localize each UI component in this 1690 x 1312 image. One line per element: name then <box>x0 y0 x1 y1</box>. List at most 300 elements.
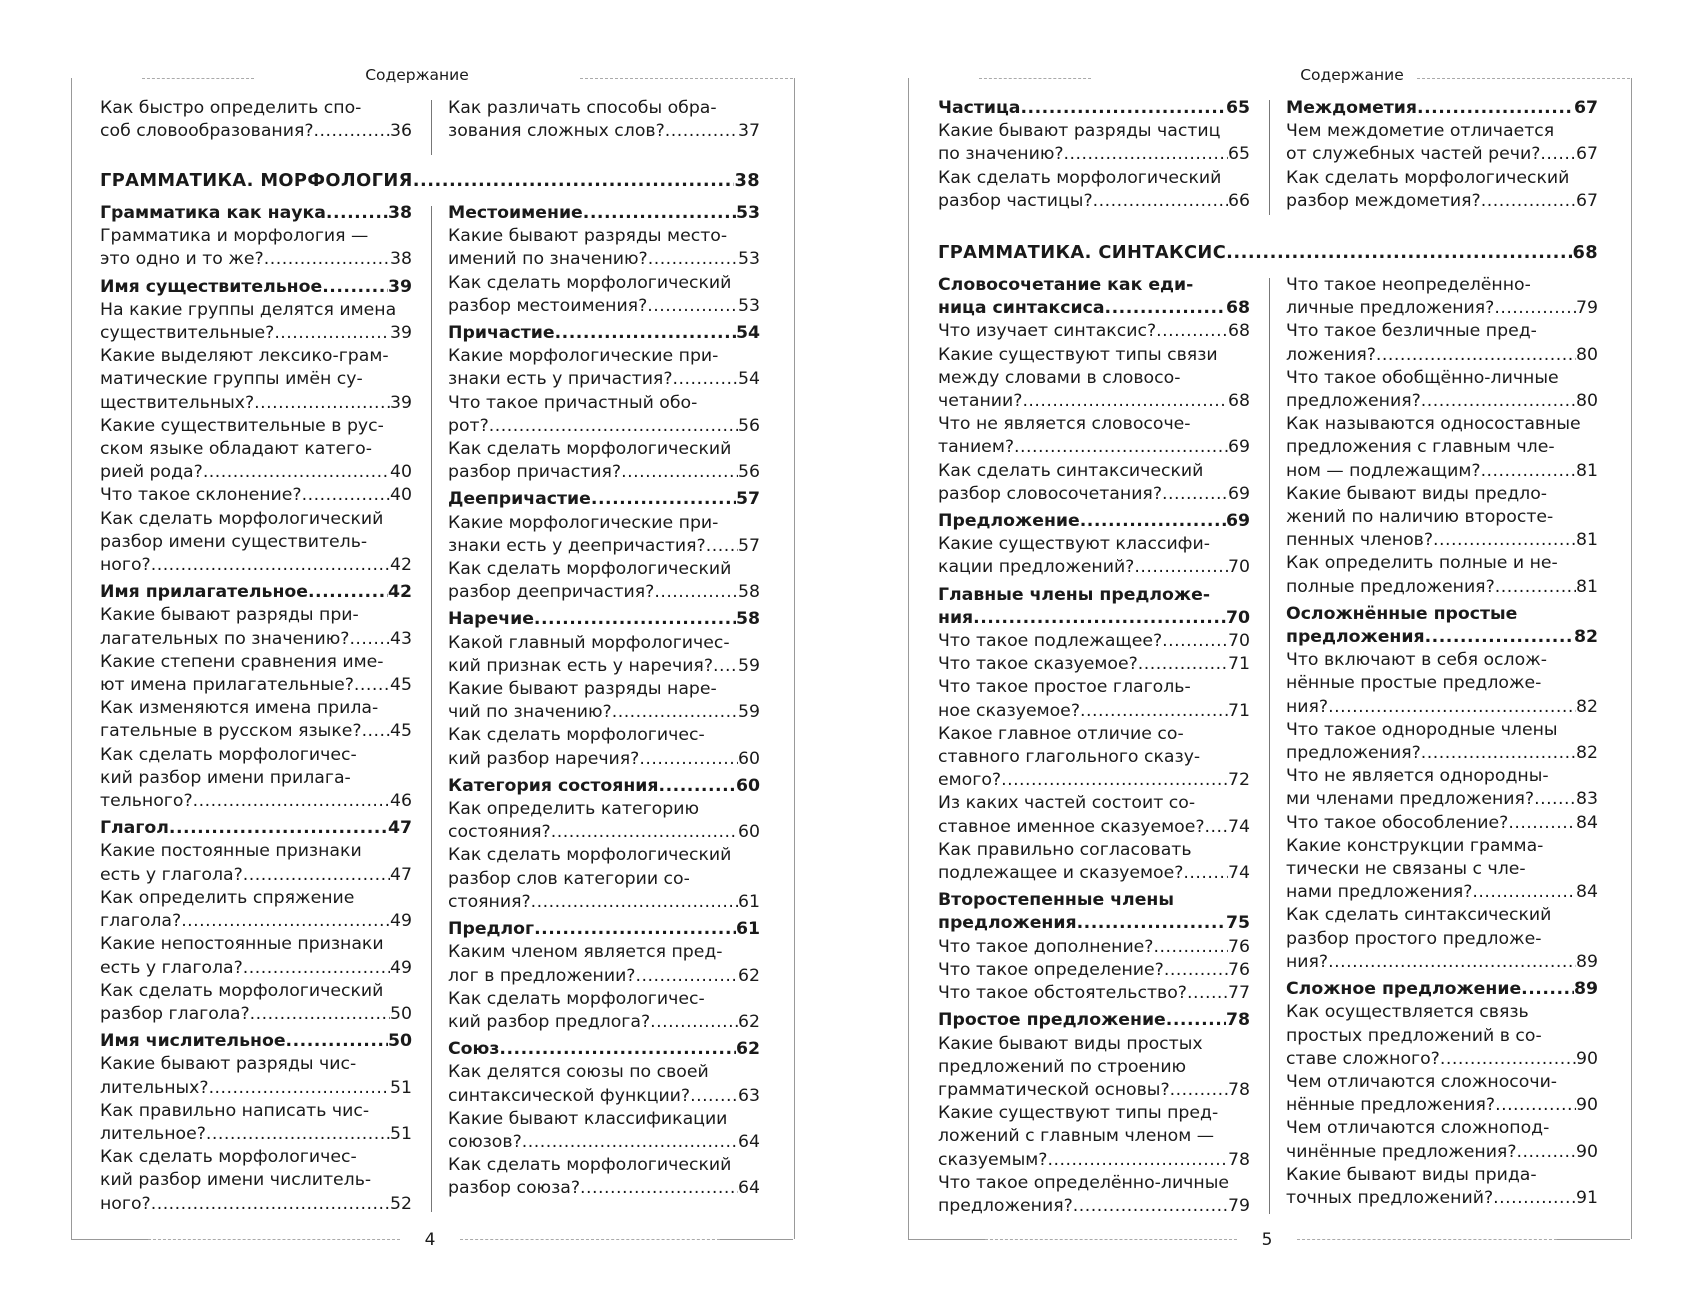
toc-entry <box>448 438 760 484</box>
toc-page-number: 80 <box>1576 391 1598 412</box>
toc-entry-text: Какие существуют типы связи <box>938 344 1218 365</box>
toc-entry-text: существительные? <box>100 323 275 344</box>
leader-dots <box>254 392 390 415</box>
column-divider <box>1269 278 1270 1214</box>
toc-entry <box>448 632 760 678</box>
toc-page-number: 56 <box>738 462 760 483</box>
leader-dots <box>1138 653 1228 676</box>
leader-dots <box>243 957 390 980</box>
toc-section-heading <box>938 584 1250 630</box>
toc-entry-text: предложения? <box>1286 743 1421 764</box>
toc-entry-text: Как сделать морфологический <box>448 439 732 460</box>
leader-dots <box>1433 529 1576 552</box>
toc-entry-text: Как изменяются имена прила- <box>100 698 379 719</box>
leader-dots <box>1022 390 1228 413</box>
leader-dots <box>1080 510 1226 533</box>
toc-entry-text: Что такое неопределённо- <box>1286 275 1531 295</box>
toc-page-number: 75 <box>1225 913 1250 934</box>
toc-entry <box>1286 167 1598 213</box>
toc-page-number: 51 <box>390 1077 412 1098</box>
toc-page-number: 72 <box>1228 770 1250 791</box>
toc-entry <box>448 1108 760 1154</box>
toc-entry-text: Что изучает синтаксис? <box>938 321 1157 342</box>
toc-entry <box>448 392 760 438</box>
toc-page-number: 91 <box>1576 1187 1598 1208</box>
toc-page-number: 66 <box>1228 190 1250 211</box>
toc-entry-text: кации предложений? <box>938 557 1135 578</box>
leader-dots <box>1421 390 1576 413</box>
leader-dots <box>314 120 390 143</box>
toc-page-number: 90 <box>1576 1095 1598 1116</box>
leader-dots <box>499 1038 736 1061</box>
toc-entry <box>100 415 412 485</box>
toc-entry <box>448 798 760 844</box>
toc-entry-text: Причастие <box>448 323 555 344</box>
toc-page-number: 49 <box>390 911 412 932</box>
toc-entry-text: Что такое обобщённо-личные <box>1286 367 1559 388</box>
toc-page-number: 82 <box>1573 627 1598 648</box>
toc-entry-text: Каким членом является пред- <box>448 942 723 963</box>
toc-entry-text: Какие морфологические при- <box>448 346 719 367</box>
toc-entry-text: рией рода? <box>100 462 203 483</box>
toc-page-number: 76 <box>1228 959 1250 980</box>
toc-entry-text: Как правильно согласовать <box>938 839 1192 860</box>
toc-page-number: 79 <box>1576 298 1598 319</box>
toc-page-number: 77 <box>1228 983 1250 1004</box>
toc-page-number: 54 <box>735 323 760 344</box>
toc-entry-text: Простое предложение <box>938 1010 1166 1031</box>
toc-entry-text: Какие существуют классифи- <box>938 534 1210 555</box>
toc-page-number: 50 <box>387 1031 412 1052</box>
toc-entry-text: Имя числительное <box>100 1031 286 1052</box>
toc-entry-text: разбор союза? <box>448 1178 581 1199</box>
toc-page-number: 69 <box>1225 511 1250 532</box>
toc-entry-text: Из каких частей состоит со- <box>938 793 1196 814</box>
toc-entry <box>448 272 760 318</box>
toc-entry <box>100 651 412 697</box>
leader-dots <box>1105 297 1226 320</box>
toc-entry <box>448 844 760 914</box>
toc-entry-text: четании? <box>938 391 1023 412</box>
leader-dots <box>1080 700 1228 723</box>
leader-dots <box>555 322 736 345</box>
toc-page-number: 54 <box>738 369 760 390</box>
toc-entry-text: Как делятся союзы по своей <box>448 1062 709 1083</box>
toc-entry <box>100 697 412 743</box>
toc-page-number: 59 <box>738 655 760 676</box>
leader-dots <box>250 1003 390 1026</box>
toc-entry-text: кий разбор наречия? <box>448 748 640 769</box>
toc-entry-text: Что не является словосоче- <box>938 414 1191 435</box>
toc-entry-text: Что такое склонение? <box>100 485 302 506</box>
toc-page-number: 81 <box>1576 530 1598 551</box>
toc-page-number: 42 <box>387 582 412 603</box>
toc-entry-text: предложения? <box>938 1195 1073 1216</box>
toc-entry-text: Как сделать морфологический <box>1286 167 1570 188</box>
toc-entry-text: глагола? <box>100 911 182 932</box>
toc-entry <box>1286 1001 1598 1071</box>
leader-dots <box>1001 769 1228 792</box>
leader-dots <box>639 748 738 771</box>
toc-entry-text: ставе сложного? <box>1286 1048 1440 1069</box>
toc-entry-text: ском языке обладают катего- <box>100 439 372 460</box>
header-rule <box>979 78 1091 79</box>
toc-entry <box>938 630 1250 653</box>
toc-entry-text: Какие существуют типы пред- <box>938 1103 1219 1124</box>
toc-entry <box>938 320 1250 343</box>
toc-page-number: 42 <box>390 555 412 576</box>
leader-dots <box>647 295 738 318</box>
toc-page-number: 69 <box>1228 437 1250 458</box>
leader-dots <box>1073 1195 1228 1218</box>
toc-page-number: 51 <box>390 1123 412 1144</box>
toc-entry-text: Что такое определение? <box>938 959 1164 980</box>
toc-entry-text: Какие бывают разряды наре- <box>448 679 717 700</box>
toc-entry-text: Какие бывают классификации <box>448 1108 728 1129</box>
toc-entry <box>938 792 1250 838</box>
toc-section-heading <box>100 817 412 840</box>
toc-page-number: 45 <box>390 721 412 742</box>
toc-entry-text: знаки есть у причастия? <box>448 369 673 390</box>
toc-section-heading <box>448 918 760 941</box>
toc-entry-text: разбор деепричастия? <box>448 582 655 603</box>
toc-entry-text: между словами в словосо- <box>938 367 1181 388</box>
toc-entry <box>938 723 1250 793</box>
toc-entry-text: кий признак есть у наречия? <box>448 655 713 676</box>
leader-dots <box>1495 576 1576 599</box>
toc-entry-text: разбор глагола? <box>100 1003 250 1024</box>
toc-entry <box>448 941 760 987</box>
toc-entry-text: Какое главное отличие со- <box>938 723 1184 744</box>
toc-entry-text: На какие группы делятся имена <box>100 299 397 320</box>
leader-dots <box>1162 630 1228 653</box>
toc-entry <box>1286 812 1598 835</box>
toc-entry-text: Какие выделяют лексико-грам- <box>100 346 389 367</box>
toc-entry <box>448 345 760 391</box>
toc-entry-text: ния <box>938 607 974 628</box>
leader-dots <box>1187 982 1228 1005</box>
leader-dots <box>354 674 390 697</box>
toc-entry-text: Как определить категорию <box>448 799 699 820</box>
toc-entry-text: сказуемым? <box>938 1149 1048 1170</box>
toc-entry-text: Как осуществляется связь <box>1286 1002 1529 1023</box>
toc-page-number: 53 <box>735 203 760 223</box>
leader-dots <box>326 202 388 225</box>
toc-entry-text: ложения? <box>1286 344 1376 365</box>
toc-page-number: 50 <box>390 1003 412 1024</box>
toc-page-number: 62 <box>738 965 760 986</box>
toc-entry-text: тельного? <box>100 791 193 812</box>
toc-page-number: 37 <box>738 121 760 142</box>
toc-entry-text: Что такое безличные пред- <box>1286 321 1537 342</box>
toc-page-number: 47 <box>387 818 412 839</box>
toc-entry-text: Как сделать морфологический <box>448 559 732 580</box>
toc-entry <box>938 982 1250 1005</box>
toc-section-heading <box>448 488 760 511</box>
toc-page-number: 64 <box>738 1131 760 1152</box>
toc-entry-text: по значению? <box>938 144 1064 165</box>
leader-dots <box>349 628 390 651</box>
toc-entry <box>448 988 760 1034</box>
toc-entry-text: ми членами предложения? <box>1286 789 1535 810</box>
leader-dots <box>1472 881 1576 904</box>
leader-dots <box>973 607 1226 630</box>
toc-entry-text: предложения с главным чле- <box>1286 437 1555 458</box>
toc-page-number: 84 <box>1576 882 1598 903</box>
toc-entry-text: Какие бывают разряды при- <box>100 605 359 626</box>
toc-entry-text: Как правильно написать чис- <box>100 1100 370 1121</box>
page-header-title: Содержание <box>1300 66 1404 84</box>
toc-page-number: 61 <box>738 891 760 912</box>
toc-page-number: 65 <box>1228 144 1250 165</box>
toc-page-number: 74 <box>1228 863 1250 884</box>
toc-page-number: 82 <box>1576 743 1598 764</box>
leader-dots <box>621 461 738 484</box>
toc-entry <box>1286 765 1598 811</box>
toc-entry-text: Какие бывают виды простых <box>938 1033 1203 1054</box>
column-divider <box>431 206 432 1212</box>
leader-dots <box>706 535 738 558</box>
toc-page-number: 57 <box>735 489 760 510</box>
toc-page-number: 78 <box>1228 1079 1250 1100</box>
toc-entry-text: имений по значению? <box>448 249 648 270</box>
toc-entry-text: Как сделать морфологичес- <box>100 744 357 765</box>
toc-entry-text: Предлог <box>448 919 535 940</box>
toc-entry-text: кий разбор имени числитель- <box>100 1170 372 1191</box>
toc-entry-text: Второстепенные члены <box>938 890 1174 911</box>
chapter-title: ГРАММАТИКА. МОРФОЛОГИЯ <box>100 170 413 191</box>
toc-entry-text: Как называются односоставные <box>1286 414 1581 435</box>
toc-page-number: 58 <box>735 609 760 630</box>
toc-column <box>448 97 760 143</box>
toc-entry-text: лагательных по значению? <box>100 628 350 649</box>
toc-entry-text: Какие степени сравнения име- <box>100 651 384 672</box>
toc-entry-text: Наречие <box>448 609 534 630</box>
toc-entry-text: Что такое обстоятельство? <box>938 983 1187 1004</box>
toc-page-number: 40 <box>390 485 412 506</box>
toc-page-number: 78 <box>1228 1149 1250 1170</box>
toc-page-number: 52 <box>390 1193 412 1214</box>
toc-entry-text: Как сделать морфологический <box>100 508 384 529</box>
toc-entry-text: Что не является однородны- <box>1286 766 1549 787</box>
toc-page-number: 40 <box>390 462 412 483</box>
toc-entry <box>100 1053 412 1099</box>
leader-dots <box>1328 696 1576 719</box>
leader-dots <box>243 864 390 887</box>
right-page <box>845 0 1690 1312</box>
toc-page-number: 62 <box>735 1039 760 1060</box>
toc-entry <box>1286 552 1598 598</box>
toc-entry-text: Что такое подлежащее? <box>938 631 1163 652</box>
toc-entry <box>100 744 412 814</box>
toc-page-number: 61 <box>735 919 760 940</box>
leader-dots <box>1156 320 1228 343</box>
toc-entry-text: Какие бывают разряды место- <box>448 226 728 247</box>
toc-page-number: 69 <box>1228 483 1250 504</box>
toc-page-number: 49 <box>390 957 412 978</box>
toc-page-number: 39 <box>387 276 412 297</box>
toc-entry-text: Как сделать морфологический <box>448 1155 732 1176</box>
toc-entry-text: гательные в русском языке? <box>100 721 362 742</box>
leader-dots <box>362 720 390 743</box>
toc-entry-text: предложения <box>1286 627 1425 648</box>
leader-dots <box>1014 436 1228 459</box>
toc-entry-text: тически не связаны с чле- <box>1286 859 1526 880</box>
toc-entry-text: Какие бывают виды предло- <box>1286 483 1548 504</box>
toc-entry-text: матические группы имён су- <box>100 369 363 390</box>
toc-entry <box>938 1172 1250 1218</box>
toc-column <box>938 274 1250 1218</box>
toc-entry <box>100 225 412 271</box>
toc-entry-text: грамматической основы? <box>938 1079 1170 1100</box>
toc-entry-text: точных предложений? <box>1286 1187 1494 1208</box>
toc-page-number: 84 <box>1576 812 1598 833</box>
toc-page-number: 62 <box>738 1011 760 1032</box>
toc-entry <box>100 887 412 933</box>
toc-entry-text: чинённые предложения? <box>1286 1141 1517 1162</box>
toc-page-number: 53 <box>738 295 760 316</box>
toc-entry <box>100 1100 412 1146</box>
toc-entry-text: стояния? <box>448 891 531 912</box>
toc-page-number: 70 <box>1228 557 1250 578</box>
toc-entry-text: Деепричастие <box>448 489 591 510</box>
leader-dots <box>169 817 388 840</box>
toc-section-heading <box>448 322 760 345</box>
leader-dots <box>1481 460 1576 483</box>
toc-entry-text: нами предложения? <box>1286 882 1473 903</box>
toc-page-number: 90 <box>1576 1048 1598 1069</box>
chapter-title: ГРАММАТИКА. СИНТАКСИС <box>938 242 1227 263</box>
chapter-page: 68 <box>1572 242 1598 263</box>
toc-entry <box>938 839 1250 885</box>
leader-dots <box>302 484 390 507</box>
toc-page-number: 60 <box>738 748 760 769</box>
toc-page-number: 58 <box>738 582 760 603</box>
leader-dots <box>1170 1079 1228 1102</box>
toc-entry <box>938 413 1250 459</box>
leader-dots <box>1481 190 1576 213</box>
page-number: 5 <box>1261 1230 1273 1250</box>
toc-entry-text: Как сделать морфологический <box>100 980 384 1001</box>
toc-entry-text: Как сделать морфологичес- <box>448 988 705 1009</box>
toc-entry <box>100 345 412 415</box>
toc-entry-text: зования сложных слов? <box>448 121 665 142</box>
toc-entry-text: ного? <box>100 1193 151 1214</box>
toc-page-number: 80 <box>1576 344 1598 365</box>
toc-entry-text: Частица <box>938 98 1021 118</box>
leader-dots <box>264 248 390 271</box>
toc-entry-text: ния? <box>1286 951 1329 972</box>
toc-entry-text: Как определить спряжение <box>100 887 355 908</box>
toc-page-number: 53 <box>738 249 760 270</box>
toc-page-number: 39 <box>390 392 412 413</box>
leader-dots <box>1521 978 1574 1001</box>
toc-entry-text: Предложение <box>938 511 1080 532</box>
toc-section-heading <box>100 276 412 299</box>
toc-entry-text: Какие конструкции грамма- <box>1286 835 1544 856</box>
toc-entry-text: Что такое однородные члены <box>1286 719 1558 740</box>
toc-entry-text: ставного глагольного сказу- <box>938 747 1201 768</box>
toc-entry <box>100 604 412 650</box>
leader-dots <box>1376 344 1576 367</box>
toc-entry <box>938 344 1250 414</box>
toc-entry-text: подлежащее и сказуемое? <box>938 863 1184 884</box>
footer-rule <box>71 1239 148 1240</box>
leader-dots <box>1508 812 1576 835</box>
toc-entry-text: это одно и то же? <box>100 249 264 270</box>
toc-section-heading <box>938 97 1250 120</box>
toc-entry-text: ном — подлежащим? <box>1286 460 1481 481</box>
header-rule <box>1417 78 1630 79</box>
toc-entry-text: Междометия <box>1286 98 1418 118</box>
toc-entry <box>1286 120 1598 166</box>
leader-dots <box>1134 556 1228 579</box>
footer-rule <box>460 1239 720 1240</box>
toc-entry-text: есть у глагола? <box>100 864 243 885</box>
toc-page-number: 67 <box>1573 98 1598 118</box>
column-divider <box>431 100 432 155</box>
leader-dots <box>203 461 390 484</box>
toc-entry-text: ложений с главным членом — <box>938 1126 1215 1147</box>
leader-dots <box>1166 1009 1226 1032</box>
leader-dots <box>322 276 388 299</box>
leader-dots <box>181 910 390 933</box>
leader-dots <box>489 415 738 438</box>
toc-entry-text: Чем междометие отличается <box>1286 121 1555 142</box>
toc-section-heading <box>448 608 760 631</box>
toc-page-number: 56 <box>738 415 760 436</box>
toc-entry <box>938 936 1250 959</box>
toc-entry-text: лительное? <box>100 1123 206 1144</box>
toc-page-number: 39 <box>390 323 412 344</box>
toc-entry-text: Как сделать морфологичес- <box>100 1147 357 1168</box>
toc-column <box>100 97 412 143</box>
leader-dots <box>1064 143 1228 166</box>
leader-dots <box>206 1123 390 1146</box>
toc-entry <box>1286 1071 1598 1117</box>
leader-dots <box>1020 97 1225 120</box>
toc-entry-text: Осложнённые простые <box>1286 603 1518 624</box>
toc-entry <box>100 97 412 143</box>
leader-dots <box>534 608 736 631</box>
toc-page-number: 82 <box>1576 696 1598 717</box>
toc-entry-text: Какие бывают разряды чис- <box>100 1054 357 1075</box>
leader-dots <box>648 248 738 271</box>
leader-dots <box>1494 297 1576 320</box>
toc-entry <box>448 724 760 770</box>
leader-dots <box>1495 1094 1576 1117</box>
toc-page-number: 71 <box>1228 700 1250 721</box>
toc-entry-text: разбор имени существитель- <box>100 531 368 552</box>
leader-dots <box>1077 912 1226 935</box>
toc-entry-text: разбор простого предложе- <box>1286 928 1542 949</box>
leader-dots <box>1540 143 1576 166</box>
footer-rule <box>1297 1239 1557 1240</box>
toc-entry-text: разбор частицы? <box>938 190 1093 211</box>
toc-entry-text: нённые простые предложе- <box>1286 673 1542 694</box>
toc-page-number: 89 <box>1573 979 1598 1000</box>
toc-entry-text: Как различать способы обра- <box>448 98 717 118</box>
toc-entry-text: Как сделать морфологический <box>448 272 732 293</box>
toc-entry <box>938 1102 1250 1172</box>
toc-entry-text: Какие бывают разряды частиц <box>938 121 1221 142</box>
toc-page-number: 65 <box>1225 98 1250 118</box>
toc-entry <box>448 678 760 724</box>
toc-entry-text: ния? <box>1286 696 1329 717</box>
column-divider <box>1269 100 1270 215</box>
toc-entry <box>938 1033 1250 1103</box>
toc-entry-text: Как сделать морфологический <box>938 167 1222 188</box>
